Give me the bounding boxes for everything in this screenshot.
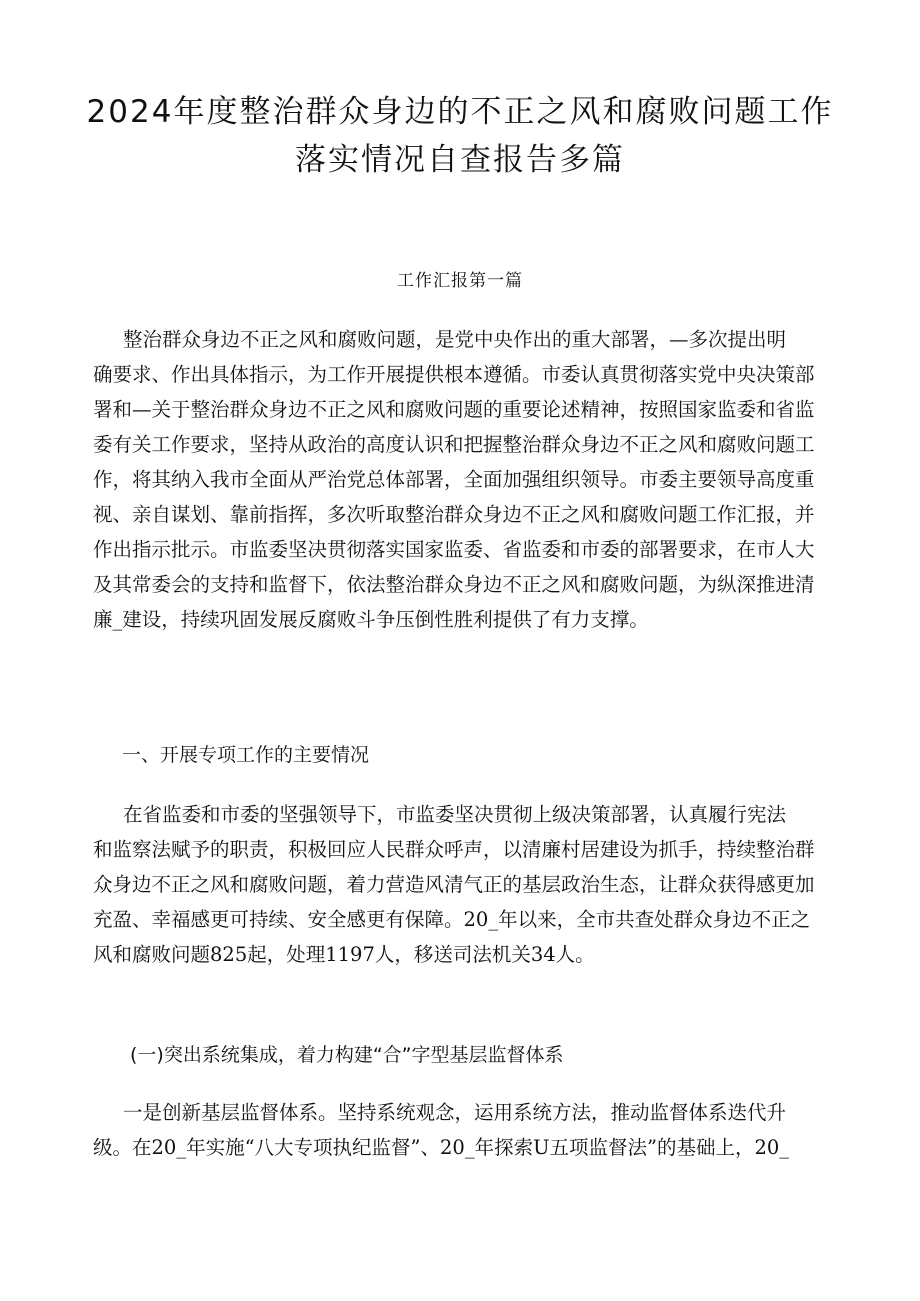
- paragraph-intro: [93, 322, 873, 637]
- paragraph-line: 在省监委和市委的坚强领导下，市监委坚决贯彻上级决策部署，认真履行宪法: [123, 803, 787, 826]
- section-title: 工作汇报第一篇: [397, 271, 523, 291]
- paragraph-situation: [93, 797, 873, 972]
- paragraph-line: 委有关工作要求，坚持从政治的高度认识和把握整治群众身边不正之风和腐败问题工: [93, 433, 815, 456]
- heading-system-integration: (一)突出系统集成，着力构建“合”字型基层监督体系: [130, 1044, 564, 1066]
- paragraph-line: 廉_建设，持续巩固发展反腐败斗争压倒性胜利提供了有力支撑。: [93, 608, 649, 631]
- paragraph-line: 一是创新基层监督体系。坚持系统观念，运用系统方法，推动监督体系迭代升: [123, 1101, 787, 1124]
- paragraph-line: 及其常委会的支持和监督下，依法整治群众身边不正之风和腐败问题，为纵深推进清: [93, 573, 815, 596]
- heading-main-situation: 一、开展专项工作的主要情况: [122, 744, 370, 766]
- paragraph-line: 风和腐败问题825起，处理1197人，移送司法机关34人。: [93, 943, 595, 966]
- paragraph-line: 和监察法赋予的职责，积极回应人民群众呼声，以清廉村居建设为抓手，持续整治群: [93, 838, 815, 861]
- paragraph-line: 署和—关于整治群众身边不正之风和腐败问题的重要论述精神，按照国家监委和省监: [93, 398, 815, 421]
- title-line-2: 落实情况自查报告多篇: [295, 142, 625, 178]
- title-line-1: 2024年度整治群众身边的不正之风和腐败问题工作: [86, 94, 834, 130]
- paragraph-line: 充盈、幸福感更可持续、安全感更有保障。20_年以来，全市共查处群众身边不正之: [93, 908, 811, 931]
- paragraph-line: 作出指示批示。市监委坚决贯彻落实国家监委、省监委和市委的部署要求，在市人大: [93, 538, 815, 561]
- paragraph-line: 级。在20_年实施“八大专项执纪监督”、20_年探索U五项监督法”的基础上，20_: [93, 1136, 790, 1159]
- paragraph-line: 整治群众身边不正之风和腐败问题，是党中央作出的重大部署，—多次提出明: [123, 328, 787, 351]
- paragraph-line: 确要求、作出具体指示，为工作开展提供根本遵循。市委认真贯彻落实党中央决策部: [93, 363, 815, 386]
- document-title: [60, 88, 860, 184]
- paragraph-line: 作，将其纳入我市全面从严治党总体部署，全面加强组织领导。市委主要领导高度重: [93, 468, 815, 491]
- paragraph-supervision: [93, 1095, 873, 1165]
- paragraph-line: 众身边不正之风和腐败问题，着力营造风清气正的基层政治生态，让群众获得感更加: [93, 873, 815, 896]
- paragraph-line: 视、亲自谋划、靠前指挥，多次听取整治群众身边不正之风和腐败问题工作汇报，并: [93, 503, 815, 526]
